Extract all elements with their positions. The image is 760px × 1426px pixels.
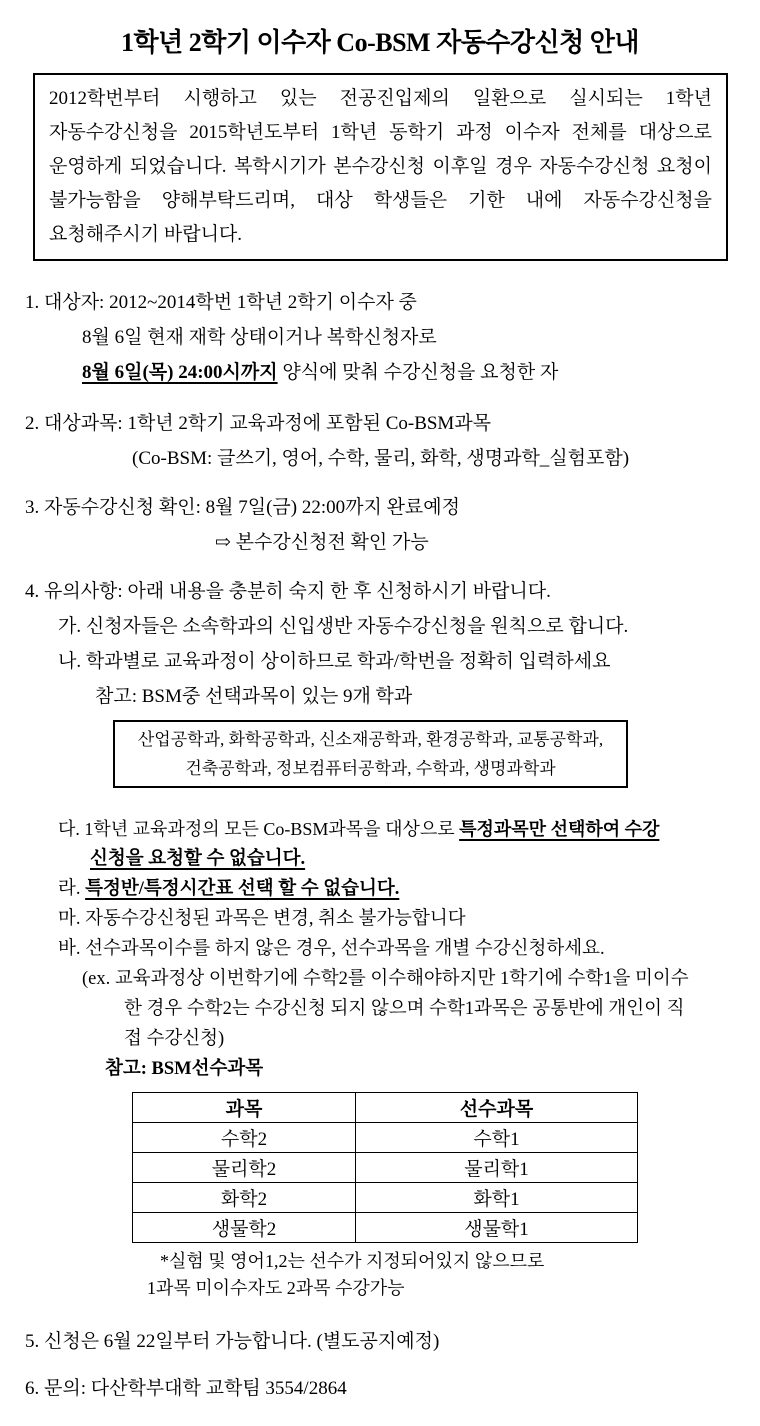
- section1-line3-rest: 양식에 맞춰 수강신청을 요청한 자: [277, 362, 559, 383]
- table-cell-prereq: 물리학1: [356, 1153, 638, 1183]
- section4-items-da-to-ba: [0, 814, 760, 1084]
- department-list-line1: 산업공학과, 화학공학과, 신소재공학과, 환경공학과, 교통공학과,: [137, 730, 604, 749]
- item-ra-emphasis: 특정반/특정시간표 선택 할 수 없습니다.: [85, 879, 400, 899]
- section4-example-line1: (ex. 교육과정상 이번학기에 수학2를 이수해야하지만 1학기에 수학1을 미이수: [82, 969, 689, 989]
- intro-box: [33, 73, 728, 261]
- section-3: [0, 490, 760, 560]
- table-row: [133, 1153, 638, 1183]
- item-da-emphasis2: 신청을 요청할 수 없습니다.: [90, 849, 306, 869]
- deadline-emphasis: 8월 6일(목) 24:00시까지: [82, 362, 278, 383]
- section-6: [0, 1371, 760, 1406]
- section-4: [0, 574, 760, 1302]
- department-list-line2: 건축공학과, 정보컴퓨터공학과, 수학과, 생명과학과: [185, 759, 556, 778]
- section4-item-ba: 바. 선수과목이수를 하지 않은 경우, 선수과목을 개별 수강신청하세요.: [58, 939, 605, 959]
- section4-item-na: 나. 학과별로 교육과정이 상이하므로 학과/학번을 정확히 입력하세요: [58, 651, 611, 672]
- department-list-box: [113, 720, 628, 788]
- section1-line3: [0, 355, 760, 390]
- section1-heading: 1. 대상자: 2012~2014학번 1학년 2학기 이수자 중: [25, 292, 417, 313]
- section4-item-da-line2: [0, 844, 760, 874]
- section-5: [0, 1324, 760, 1359]
- intro-text: 2012학번부터 시행하고 있는 전공진입제의 일환으로 실시되는 1학년 자동수강신청을 2015학년도부터 1학년 동학기 과정 이수자 전체를 대상으로 운영하게 되었습니다. 복학시기가 본수강신청 이후일 경우 자동수강신청 요청이 불가능함을 양해부탁드리며, 대상 학생들은 기한 내에 자동수강신청을 요청해주시기 바랍니다.: [49, 88, 712, 245]
- table-row: [133, 1183, 638, 1213]
- item-da-normal: 다. 1학년 교육과정의 모든 Co-BSM과목을 대상으로: [58, 819, 460, 839]
- table-cell-subject: 물리학2: [133, 1153, 356, 1183]
- section4-item-ma: 마. 자동수강신청된 과목은 변경, 취소 불가능합니다: [58, 909, 466, 929]
- table-cell-subject: 생물학2: [133, 1213, 356, 1243]
- table-cell-subject: 화학2: [133, 1183, 356, 1213]
- section4-item-da-line1: [0, 814, 760, 844]
- prerequisite-table: [132, 1092, 638, 1243]
- section4-na-note: 참고: BSM중 선택과목이 있는 9개 학과: [95, 686, 413, 707]
- table-footnote-line2: 1과목 미이수자도 2과목 수강가능: [147, 1278, 405, 1298]
- section1-line2: 8월 6일 현재 재학 상태이거나 복학신청자로: [82, 327, 437, 348]
- section3-line2-text: 본수강신청전 확인 가능: [230, 532, 429, 553]
- table-header-subject: 과목: [133, 1093, 356, 1123]
- table-cell-prereq: 수학1: [356, 1123, 638, 1153]
- section-1: [0, 285, 760, 390]
- table-cell-prereq: 생물학1: [356, 1213, 638, 1243]
- section4-item-ga: 가. 신청자들은 소속학과의 신입생반 자동수강신청을 원칙으로 합니다.: [58, 616, 629, 637]
- section-2: [0, 406, 760, 476]
- section2-heading: 2. 대상과목: 1학년 2학기 교육과정에 포함된 Co-BSM과목: [25, 413, 492, 434]
- section4-example-line2: 한 경우 수학2는 수강신청 되지 않으며 수학1과목은 공통반에 개인이 직: [124, 999, 685, 1019]
- section3-line2: [0, 525, 760, 560]
- section4-heading: 4. 유의사항: 아래 내용을 충분히 숙지 한 후 신청하시기 바랍니다.: [25, 581, 551, 602]
- section2-line2: (Co-BSM: 글쓰기, 영어, 수학, 물리, 화학, 생명과학_실험포함): [132, 448, 630, 469]
- notice-document: [0, 22, 760, 1406]
- section4-example-line3: 접 수강신청): [124, 1029, 225, 1049]
- table-row: [133, 1213, 638, 1243]
- section6-heading: 6. 문의: 다산학부대학 교학팀 3554/2864: [25, 1378, 347, 1399]
- table-header-row: [133, 1093, 638, 1123]
- section3-heading: 3. 자동수강신청 확인: 8월 7일(금) 22:00까지 완료예정: [25, 497, 460, 518]
- table-row: [133, 1123, 638, 1153]
- section4-table-note: 참고: BSM선수과목: [105, 1059, 264, 1079]
- section4-item-ra: [0, 874, 760, 904]
- table-cell-subject: 수학2: [133, 1123, 356, 1153]
- table-header-prereq: 선수과목: [356, 1093, 638, 1123]
- right-arrow-icon: ⇨: [215, 532, 231, 553]
- item-ra-prefix: 라.: [58, 879, 86, 899]
- page-title: 1학년 2학기 이수자 Co-BSM 자동수강신청 안내: [120, 28, 640, 57]
- item-da-emphasis1: 특정과목만 선택하여 수강: [459, 819, 660, 839]
- section5-heading: 5. 신청은 6월 22일부터 가능합니다. (별도공지예정): [25, 1331, 440, 1352]
- table-footnote-line1: *실험 및 영어1,2는 선수가 지정되어있지 않으므로: [160, 1251, 545, 1271]
- table-cell-prereq: 화학1: [356, 1183, 638, 1213]
